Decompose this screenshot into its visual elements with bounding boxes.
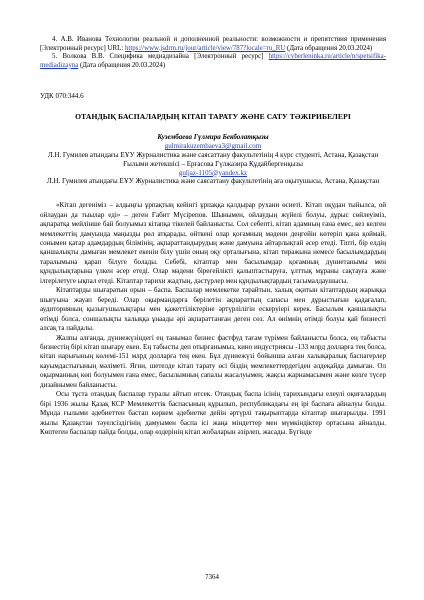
reference-item: 5. Волкова В.В. Специфика медиадизайна [Электронный ресурс] https://cyberleninka.ru/article/n/spetsifika-mediadizayna (Дата обращения 20.03.2024) — [40, 53, 386, 69]
supervisor-email[interactable]: guljaz-1105@yandex.kz — [178, 168, 248, 177]
article-title: ОТАНДЫҚ БАСПАЛАРДЫҢ КІТАП ТАРАТУ ЖӘНЕ САТУ ТӘЖІРИБЕЛЕРІ — [75, 112, 351, 122]
supervisor-affiliation: Л.Н. Гумилев атындағы ЕҰУ Журналистика және саясаттану факультетінің аға оқытушысы, Астана, Қазақстан — [46, 177, 380, 186]
page-number: 7364 — [205, 573, 219, 581]
supervisor-name: Ғылыми жетекшісі – Ерғасова Гүлжазира Құдайбергенқызы — [123, 159, 303, 168]
udk-code: УДК 070:344.6 — [40, 92, 84, 101]
reference-item: 4. А.В. Иванова Технологии реальной и дополненной реальности: возможности и препятствия применения [Электронный ресурс] URL: https://www.jsdrm.ru/jour/article/view/787?locale=ru_RU (Дата обращения 20.03.2024) — [40, 36, 386, 52]
paragraph: Кітаптарды шығаратын орын – баспа. Баспалар мемлекетке тарайтын, халық оқитын кітаптардың жарыққа шығуына жауап береді. Олар оқырмандарға берілетін ақпараттың сапасы мен дұрыстығын қадағалап, аудиторияның қызығушылықтары мен қажеттіліктеріне әртүрлілігін ескеруіері керек. Басылым қаншалықты өтімді болса, соншалықты халыққа ұнаады әрі ақпараттанған деген сөз. Ал өнімнің өтімді болуы қай бизнесті алсақ та пайдалы. — [40, 286, 386, 333]
authors-block — [40, 133, 386, 186]
author-affiliation: Л.Н. Гумилев атындағы ЕҰУ Журналистика және саясаттану факультетінің 4 курс студенті, Астана, Қазақстан — [47, 150, 379, 159]
paragraph: Жалпы алғанда, дүниежүзіндегі ең танымал бизнес фастфуд тағам түрімен байланысты болса, ең табысты бизнестің бірі кітап шығару екен. Ең табысты деп отырғанымыз, кино индустриясы -133 млрд долларға тең болса, кітап нарығының көлемі-151 млрд долларға тең екен. Бұл дүниежүзі бойынша алған халықаралық баспагерлер кауымдастығының мәліметі. Яғни, шетелде кітап тарату өсі біздің мемлекеттердегіден әлдеқайда дамыған. Ол оқырманның көп болуымен ғана емес, басылымның сапалы жасалуымен, жақсы жарнамасымен және көзге түсер дизайнымен байланысты. — [40, 333, 386, 389]
reference-link[interactable]: https://www.jsdrm.ru/jour/article/view/787?locale=ru_RU — [124, 44, 286, 52]
paragraph: «Кітап дегеніміз – алдыңғы ұрпақтың кейінгі ұрпаққа қалдырар рухани өсиеті. Кітап оқудан тыйылса, ой ойлаудан да тыылар еді» – деген Ғабит Мүсірепов. Шынымен, ойлаудың жүйелі болуы, дұрыс сөйлеуіміз, ақпаратқа мейлінше бай болуымыз кітапқа тікелей байланысты. Сол себепті, кітап адамның ғана емес, кез келген мемлекеттің дамуында маңызды рөл атқарады, өйткені олар қоғамның мәдени деңгейін көтеріп қана қоймай, сонымен қатар адамдардың білімінің, ақпараттандырудың және дамуына айтарлықтай әсер етеді. Тіпті, бір елдің қаншалықты дамыған мемлекет екенін білу үшін оның оқу орталығына, кітап тиражына немесе басылымдардың таралымына қарап білуге болады. Себебі, кітаптар мен басылымдар қоғамның дүниетанымы мен құндылықтарына үлкен әсер етеді. Олар мәдени біреғейлікті қалыптастыруға, ұлттық мұраны сақтауға және ілгерілетуге ықпал етеді. Кітаптар тарихи жадтың, дәстүрлер мен құндылықтардың тасымалдаушысы. — [40, 201, 386, 285]
reference-link[interactable]: https://cyberleninka.ru/article/n/spetsifika-mediadizayna — [40, 53, 386, 69]
author-name: Кузембаева Гүлмира Бекболатқызы — [157, 133, 269, 142]
paragraph: Осы тұста отандық баспалар туралы айтып өтсек. Отандық баспа ісінің тарихындағы елеулі оқиғалардың бірі 1936 жылы Қазақ КСР Мемлекеттік баспасының құрылып, республикадағы ең ірі баспаға айналуы болды. Мұнда ғылыми әдебиеттен бастап көркем әдебиетке дейін әртүрлі тақырыптарда кітаптар шығарылды. 1991 жылы Қазақстан тәуелсіздігінің дамуымен баспа ісі жаңа міндеттер мен мүмкіндіктер ортасына айналды. Көптеген баспалар пайда болды, олар өздерінің кітап жобаларын әзірлеп, жасады. Бүгінде — [40, 390, 386, 437]
article-body — [40, 201, 386, 437]
references — [40, 36, 386, 70]
author-email[interactable]: gulmirakuzembaeva3@gmail.com — [164, 142, 262, 151]
